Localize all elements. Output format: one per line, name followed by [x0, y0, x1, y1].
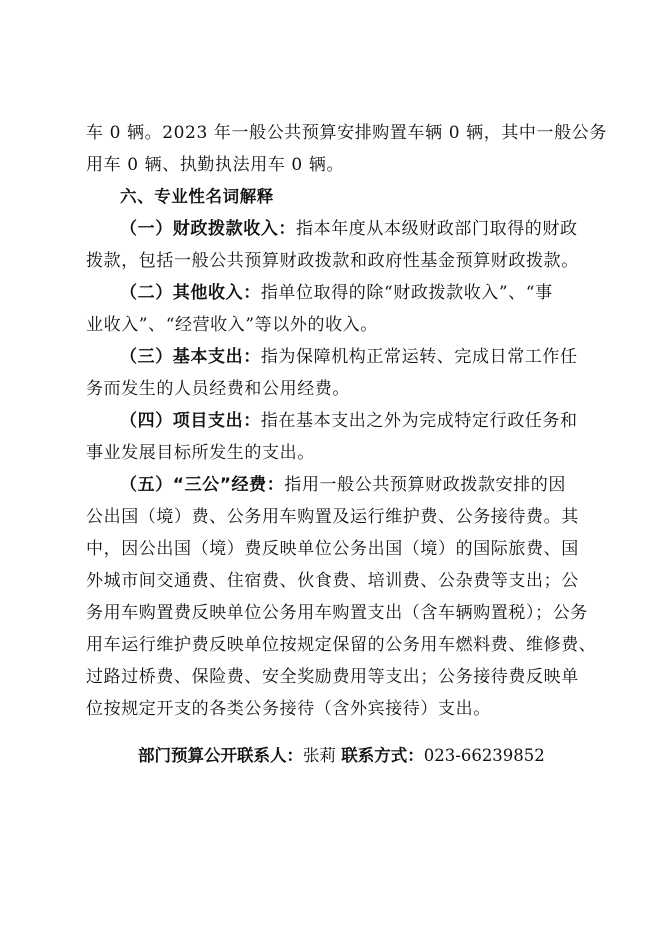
term-4-line-1 [120, 409, 578, 433]
term-4-line-2: 事业发展目标所发生的支出。 [86, 443, 315, 463]
term-5-line-1 [120, 473, 566, 497]
term-2-line-2: 业收入”、“经营收入”等以外的收入。 [86, 315, 378, 335]
term-3-line-1 [120, 345, 578, 369]
section-heading: 六、专业性名词解释 [120, 187, 274, 206]
intro-line-1: 车 0 辆。2023 年一般公共预算安排购置车辆 0 辆，其中一般公务 [86, 123, 607, 143]
contact-method-label: 联系方式： [341, 746, 424, 765]
term-5-line-7: 过路过桥费、保险费、安全奖励费用等支出；公务接待费反映单 [86, 667, 579, 687]
contact-person: 张莉 [303, 746, 336, 765]
term-5-label: （五）“三公”经费： [120, 475, 285, 495]
term-1-label: （一）财政拨款收入： [120, 219, 296, 239]
term-1-line-1 [120, 217, 578, 241]
contact-line [138, 744, 545, 768]
term-5-line-8: 位按规定开支的各类公务接待（含外宾接待）支出。 [86, 699, 491, 719]
intro-line-2: 用车 0 辆、执勤执法用车 0 辆。 [86, 155, 345, 175]
term-5-text: 指用一般公共预算财政拨款安排的因 [284, 475, 566, 495]
term-5-line-4: 外城市间交通费、住宿费、伙食费、培训费、公杂费等支出；公 [86, 571, 579, 591]
term-5-line-6: 用车运行维护费反映单位按规定保留的公务用车燃料费、维修费、 [86, 635, 597, 655]
term-3-label: （三）基本支出： [120, 347, 261, 367]
term-5-line-2: 公出国（境）费、公务用车购置及运行维护费、公务接待费。其 [86, 507, 579, 527]
term-2-label: （二）其他收入： [120, 283, 261, 303]
term-2-text: 指单位取得的除“财政拨款收入”、“事 [260, 283, 553, 303]
term-3-line-2: 务而发生的人员经费和公用经费。 [86, 379, 350, 399]
term-5-line-3: 中，因公出国（境）费反映单位公务出国（境）的国际旅费、国 [86, 539, 579, 559]
term-4-label: （四）项目支出： [120, 411, 261, 431]
term-1-text: 指本年度从本级财政部门取得的财政 [296, 219, 578, 239]
contact-person-label: 部门预算公开联系人： [138, 746, 303, 765]
term-3-text: 指为保障机构正常运转、完成日常工作任 [260, 347, 578, 367]
term-5-line-5: 务用车购置费反映单位公务用车购置支出（含车辆购置税）；公务 [86, 603, 588, 623]
term-1-line-2: 拨款，包括一般公共预算财政拨款和政府性基金预算财政拨款。 [86, 251, 579, 271]
contact-phone: 023-66239852 [423, 746, 545, 765]
term-2-line-1 [120, 281, 553, 305]
term-4-text: 指在基本支出之外为完成特定行政任务和 [260, 411, 578, 431]
